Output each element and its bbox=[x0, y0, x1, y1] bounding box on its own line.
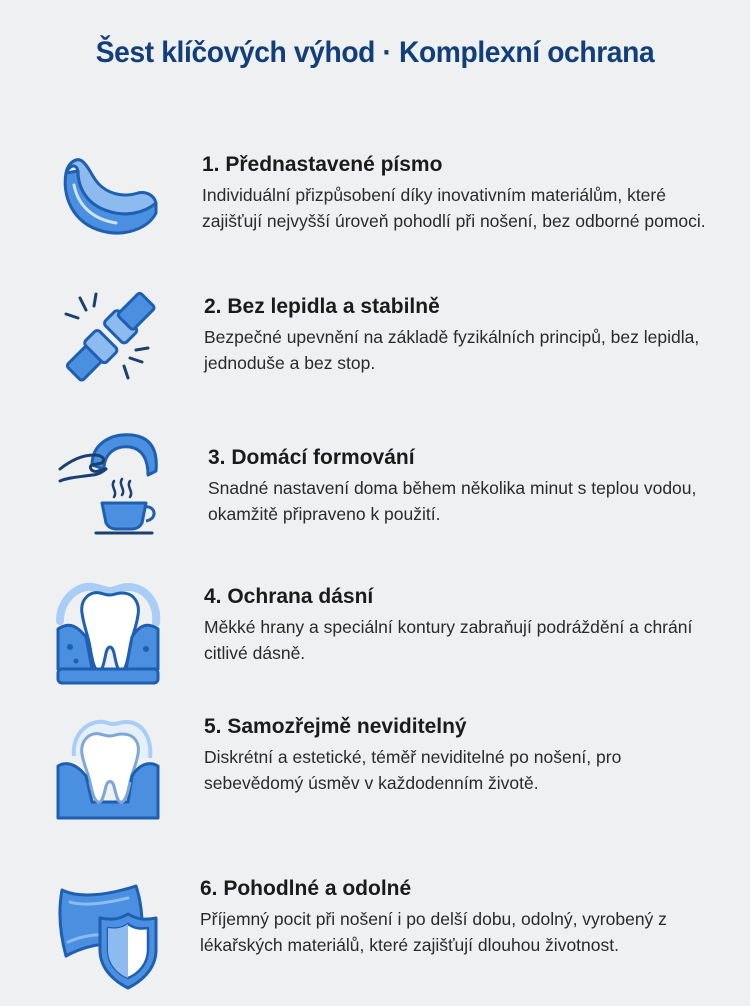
feature-text bbox=[204, 294, 724, 376]
feature-text bbox=[208, 445, 728, 527]
feature-heading: 2. Bez lepidla a stabilně bbox=[204, 295, 440, 318]
feature-heading: 4. Ochrana dásní bbox=[204, 585, 374, 608]
feature-heading: 1. Přednastavené písmo bbox=[202, 153, 443, 176]
feature-text bbox=[204, 584, 724, 666]
mouthguard-icon bbox=[52, 145, 164, 257]
feature-heading: 5. Samozřejmě neviditelný bbox=[204, 715, 467, 738]
feature-description: Diskrétní a estetické, téměř neviditelné po nošení, pro sebevědomý úsměv v každodenním životě. bbox=[204, 747, 622, 793]
hand-hot-water-cup-icon bbox=[52, 425, 164, 537]
feature-description: Měkké hrany a speciální kontury zabraňují podráždění a chrání citlivé dásně. bbox=[204, 617, 693, 663]
feature-heading: 6. Pohodlné a odolné bbox=[200, 877, 412, 900]
feature-description: Bezpečné upevnění na základě fyzikálních principů, bez lepidla, jednoduše a bez stop. bbox=[204, 327, 700, 373]
tooth-gum-icon bbox=[52, 573, 164, 685]
feature-text bbox=[204, 714, 724, 796]
feature-description: Příjemný pocit při nošení i po delší dobu, odolný, vyrobený z lékařských materiálů, které zajišťují dlouhou životnost. bbox=[200, 909, 667, 955]
feature-text bbox=[200, 876, 720, 958]
page-title: Šest klíčových výhod · Komplexní ochrana bbox=[95, 36, 655, 69]
invisible-aligner-tooth-icon bbox=[52, 710, 164, 822]
feature-text bbox=[202, 152, 722, 234]
feature-description: Snadné nastavení doma během několika minut s teplou vodou, okamžitě připraveno k použití. bbox=[208, 478, 697, 524]
pillow-shield-icon bbox=[52, 878, 164, 990]
snap-connector-icon bbox=[52, 280, 164, 392]
feature-heading: 3. Domácí formování bbox=[208, 446, 415, 469]
feature-description: Individuální přizpůsobení díky inovativním materiálům, které zajišťují nejvyšší úroveň pohodlí při nošení, bez odborné pomoci. bbox=[202, 185, 706, 231]
